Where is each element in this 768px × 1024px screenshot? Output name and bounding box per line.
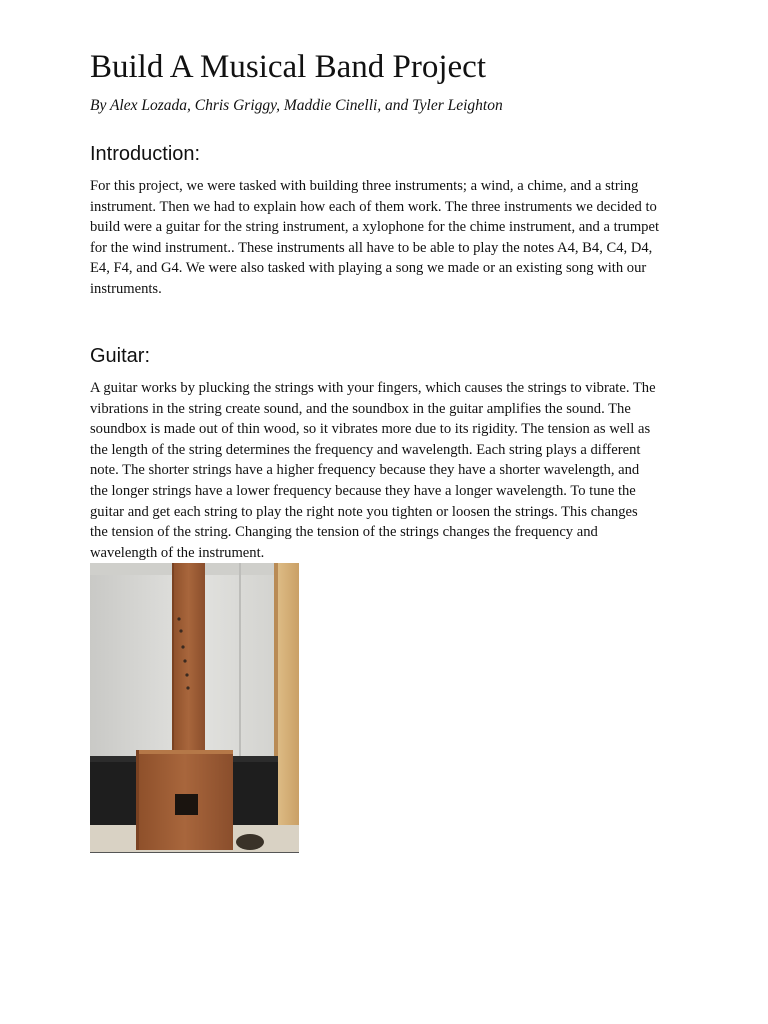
introduction-line: for the wind instrument.. These instruments all have to be able to play the notes A4, B4, C4, D4, (90, 239, 653, 256)
guitar-line: the tension of the string. Changing the tension of the strings changes the frequency and (90, 524, 598, 541)
introduction-line: instruments. (90, 280, 162, 297)
introduction-line: E4, F4, and G4. We were also tasked with playing a song we made or an existing song with our (90, 260, 647, 277)
introduction-line: build were a guitar for the string instrument, a xylophone for the chime instrument, and a trumpet (90, 219, 660, 236)
introduction-line: instrument. Then we had to explain how each of them work. The three instruments we decided to (90, 198, 657, 215)
introduction-paragraph (90, 176, 690, 300)
guitar-line: guitar and get each string to play the right note you tighten or loosen the strings. This changes (90, 503, 638, 520)
guitar-photo-illustration (90, 563, 299, 852)
page-title: Build A Musical Band Project (90, 49, 486, 85)
guitar-line: soundbox is made out of thin wood, so it vibrates more due to its rigidity. The tension as well as (90, 421, 651, 438)
guitar-heading: Guitar: (90, 345, 151, 367)
guitar-line: note. The shorter strings have a higher frequency because they have a shorter wavelength, and (90, 462, 640, 479)
authors-line: By Alex Lozada, Chris Griggy, Maddie Cinelli, and Tyler Leighton (90, 97, 503, 114)
guitar-line: the longer strings have a lower frequency because they have a longer wavelength. To tune the (90, 482, 636, 499)
introduction-heading: Introduction: (90, 143, 201, 165)
guitar-line: wavelength of the instrument. (90, 544, 265, 561)
guitar-line: the length of the string determines the frequency and wavelength. Each string plays a different (90, 441, 641, 458)
guitar-paragraph (90, 378, 690, 563)
guitar-line: vibrations in the string create sound, and the soundbox in the guitar amplifies the sound. The (90, 400, 631, 417)
guitar-line: A guitar works by plucking the strings with your fingers, which causes the strings to vibrate. The (90, 380, 656, 396)
introduction-line: For this project, we were tasked with building three instruments; a wind, a chime, and a string (90, 178, 639, 194)
guitar-photo (90, 563, 299, 853)
